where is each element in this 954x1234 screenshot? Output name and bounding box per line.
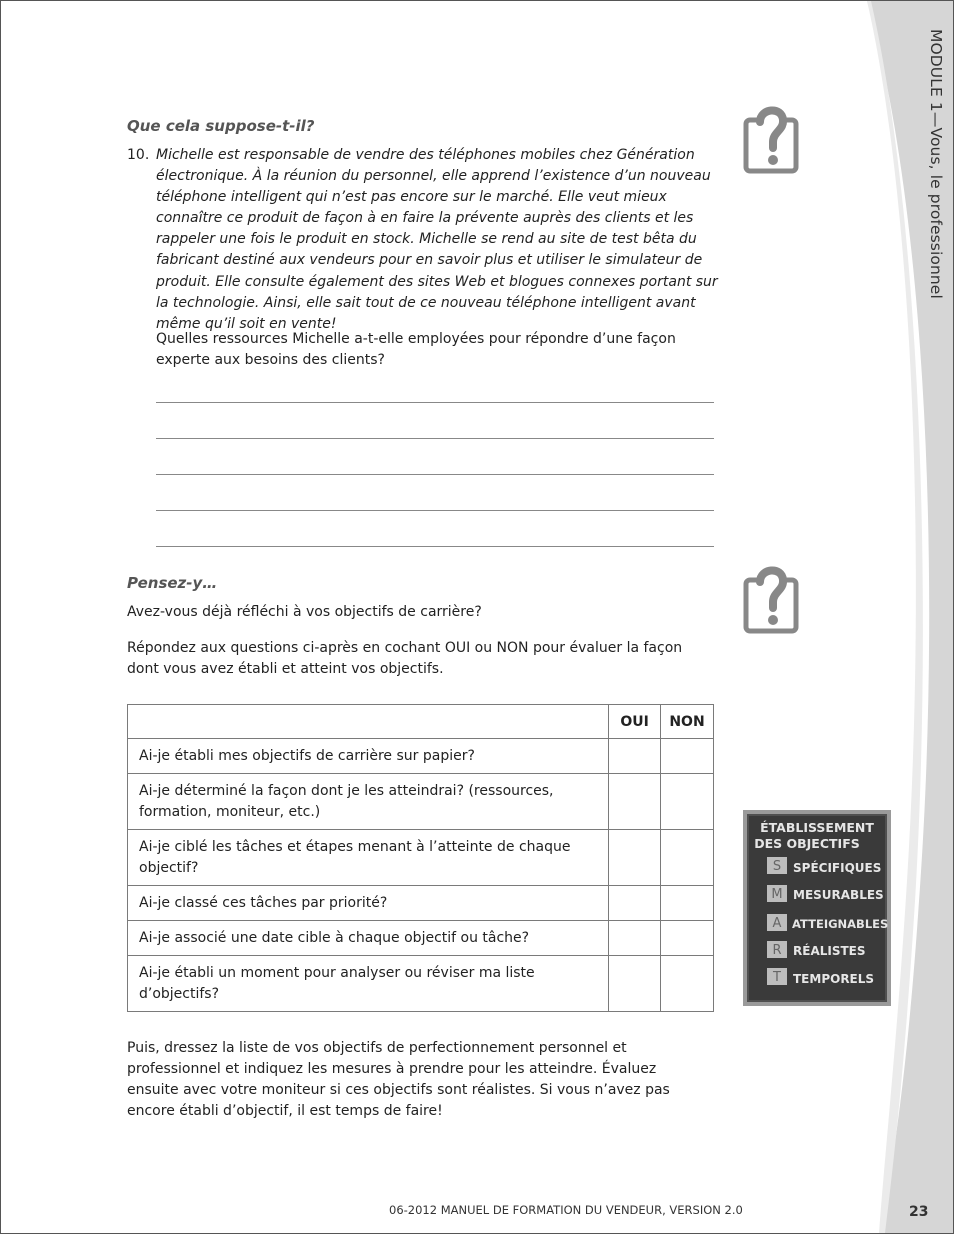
header-non: NON — [661, 705, 714, 739]
non-checkbox-cell[interactable] — [661, 774, 714, 830]
header-oui: OUI — [609, 705, 661, 739]
section-heading-suppose: Que cela suppose-t-il? — [127, 117, 315, 135]
question-text: Quelles ressources Michelle a-t-elle employées pour répondre d’une façon experte aux besoins des clients? — [156, 331, 676, 368]
smart-word: TEMPORELS — [793, 972, 875, 986]
table-row — [128, 830, 714, 886]
table-row — [128, 886, 714, 921]
smart-word: SPÉCIFIQUES — [793, 861, 882, 875]
footer-text: 06-2012 MANUEL DE FORMATION DU VENDEUR, VERSION 2.0 — [389, 1203, 743, 1217]
non-checkbox-cell[interactable] — [661, 830, 714, 886]
question-clipboard-icon — [743, 102, 799, 174]
table-header-row — [128, 705, 714, 739]
board-title-line1: ÉTABLISSEMENT — [760, 820, 874, 835]
oui-checkbox-cell[interactable] — [609, 921, 661, 956]
question-cell: Ai-je ciblé les tâches et étapes menant à l’atteinte de chaque objectif? — [128, 830, 609, 886]
non-checkbox-cell[interactable] — [661, 886, 714, 921]
section-heading-pensez: Pensez-y… — [127, 574, 218, 592]
answer-line[interactable] — [156, 402, 714, 403]
question-cell: Ai-je associé une date cible à chaque objectif ou tâche? — [128, 921, 609, 956]
question-cell: Ai-je établi mes objectifs de carrière sur papier? — [128, 739, 609, 774]
intro-text: Avez-vous déjà réfléchi à vos objectifs de carrière? — [127, 604, 482, 620]
closing-text: Puis, dressez la liste de vos objectifs de perfectionnement personnel et professionnel et indiquez les mesures à prendre pour les atteindre. Évaluez ensuite avec votre moniteur si ces objectifs sont réalistes. Si vous n’avez pas encore établi d’objectif, il est temps de faire! — [127, 1040, 670, 1119]
question-clipboard-icon — [743, 562, 799, 634]
header-empty — [128, 705, 609, 739]
table-row — [128, 956, 714, 1012]
smart-letter: R — [772, 943, 782, 958]
non-checkbox-cell[interactable] — [661, 956, 714, 1012]
oui-checkbox-cell[interactable] — [609, 886, 661, 921]
answer-line[interactable] — [156, 474, 714, 475]
objectives-checklist — [127, 704, 714, 1012]
non-checkbox-cell[interactable] — [661, 921, 714, 956]
smart-word: MESURABLES — [793, 888, 884, 902]
question-number: 10. — [127, 147, 150, 163]
table-row — [128, 774, 714, 830]
smart-word: RÉALISTES — [793, 944, 866, 958]
module-title: MODULE 1—Vous, le professionnel — [927, 29, 945, 299]
page-number: 23 — [909, 1204, 929, 1220]
smart-word: ATTEIGNABLES — [792, 917, 889, 931]
oui-checkbox-cell[interactable] — [609, 956, 661, 1012]
smart-goals-chalkboard — [743, 810, 891, 1006]
board-title-line2: DES OBJECTIFS — [754, 836, 860, 851]
instructions-text: Répondez aux questions ci-après en cochant OUI ou NON pour évaluer la façon dont vous avez établi et atteint vos objectifs. — [127, 640, 683, 677]
answer-line[interactable] — [156, 546, 714, 547]
smart-letter: T — [773, 970, 781, 985]
scenario-text: Michelle est responsable de vendre des téléphones mobiles chez Génération électronique. À la réunion du personnel, elle apprend l’existence d’un nouveau téléphone intelligent qui n’est pas encore sur le marché. Elle veut mieux connaître ce produit de façon à en faire la prévente auprès des clients et les rappeler une fois le produit en stock. Michelle se rend au site de test bêta du fabricant destiné aux vendeurs pour en savoir plus et utiliser le simulateur de produit. Elle consulte également des sites Web et blogues connexes portant sur la technologie. Ainsi, elle sait tout de ce nouveau téléphone intelligent avant même qu’il soit en vente! — [156, 147, 718, 332]
smart-letter: M — [771, 887, 783, 902]
oui-checkbox-cell[interactable] — [609, 739, 661, 774]
question-cell: Ai-je classé ces tâches par priorité? — [128, 886, 609, 921]
smart-letter: S — [772, 859, 782, 874]
table-row — [128, 739, 714, 774]
answer-line[interactable] — [156, 510, 714, 511]
table-row — [128, 921, 714, 956]
question-cell: Ai-je déterminé la façon dont je les atteindrai? (ressources, formation, moniteur, etc.) — [128, 774, 609, 830]
oui-checkbox-cell[interactable] — [609, 830, 661, 886]
oui-checkbox-cell[interactable] — [609, 774, 661, 830]
answer-line[interactable] — [156, 438, 714, 439]
question-cell: Ai-je établi un moment pour analyser ou réviser ma liste d’objectifs? — [128, 956, 609, 1012]
non-checkbox-cell[interactable] — [661, 739, 714, 774]
smart-letter: A — [772, 916, 782, 931]
